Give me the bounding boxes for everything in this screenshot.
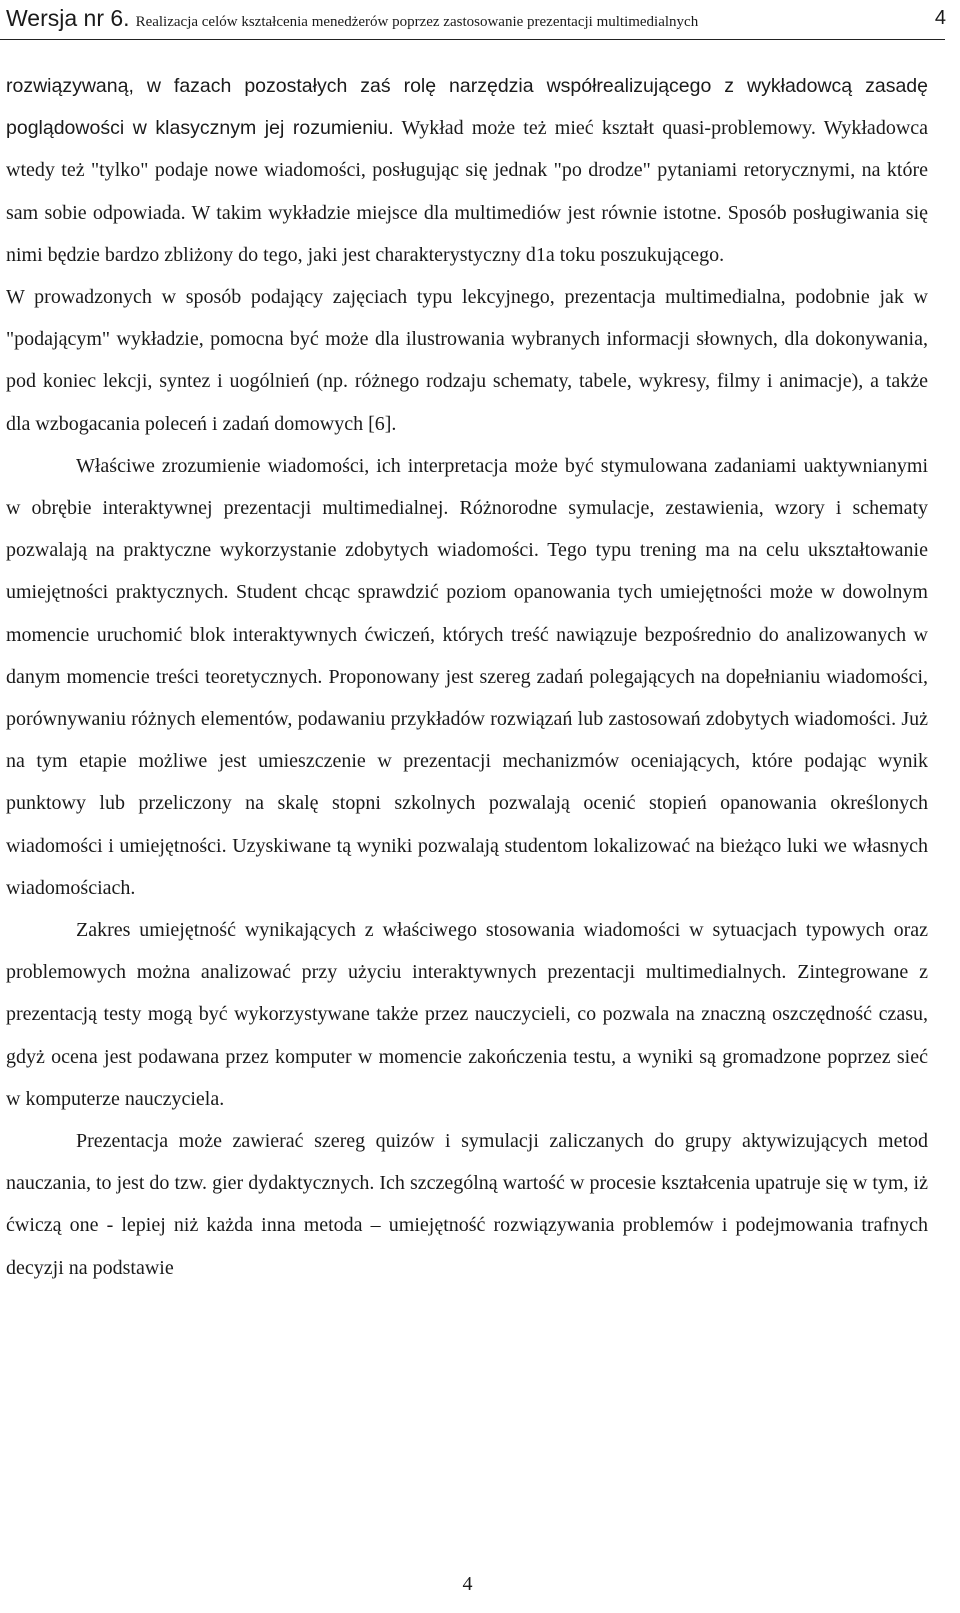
paragraph: Zakres umiejętność wynikających z właściwego stosowania wiadomości w sytuacjach typowych oraz problemowych można analizować przy użyciu interaktywnych prezentacji multimedialnych. Zintegrowane z prezentacją testy mogą być wykorzystywane także przez nauczycieli, co pozwala na znaczną oszczędność czasu, gdyż ocena jest podawana przez komputer w momencie zakończenia testu, a wyniki są gromadzone poprzez sieć w komputerze nauczyciela. (6, 919, 928, 1110)
header-version-label: Wersja nr 6. (6, 5, 130, 31)
header-title (6, 3, 698, 37)
page-header (0, 0, 960, 50)
header-page-number: 4 (934, 7, 946, 29)
paragraph: Prezentacja może zawierać szereg quizów i symulacji zaliczanych do grupy aktywizujących metod nauczania, to jest do tzw. gier dydaktycznych. Ich szczególną wartość w procesie kształcenia upatruje się w tym, iż ćwiczą one - lepiej niż każda inna metoda – umiejętność rozwiązywania problemów i podejmowania trafnych decyzji na podstawie (6, 1130, 928, 1279)
paragraph-text: Wykład może też mieć kształt quasi-problemowy. Wykładowca wtedy też "tylko" podaje nowe wiadomości, posługując się jednak "po drodze" pytaniami retorycznymi, na które sam sobie odpowiada. W takim wykładzie miejsce dla multimediów jest równie istotne. Sposób posługiwania się nimi będzie bardzo zbliżony do tego, jaki jest charakterystyczny d1a toku poszukującego. (6, 117, 929, 266)
paragraph: W prowadzonych w sposób podający zajęciach typu lekcyjnego, prezentacja multimedialna, podobnie jak w "podającym" wykładzie, pomocna być może dla ilustrowania wybranych informacji słownych, dla dokonywania, pod koniec lekcji, syntez i uogólnień (np. różnego rodzaju schematy, tabele, wykresy, filmy i animacje), a także dla wzbogacania poleceń i zadań domowych [6]. (6, 286, 928, 435)
paragraph: Właściwe zrozumienie wiadomości, ich interpretacja może być stymulowana zadaniami uaktywnianymi w obrębie interaktywnej prezentacji multimedialnej. Różnorodne symulacje, zestawienia, wzory i schematy pozwalają na praktyczne wykorzystanie zdobytych wiadomości. Tego typu trening ma na celu ukształtowanie umiejętności praktycznych. Student chcąc sprawdzić poziom opanowania tych umiejętności może w dowolnym momencie uruchomić blok interaktywnych ćwiczeń, których treść nawiązuje bezpośrednio do analizowanych w danym momencie treści teoretycznych. Proponowany jest szereg zadań polegających na dopełnianiu wiadomości, porównywaniu różnych elementów, podawaniu przykładów rozwiązań lub zastosowań zdobytych wiadomości. Już na tym etapie możliwe jest umieszczenie w prezentacji mechanizmów oceniających, które podając wynik punktowy lub przeliczony na skalę stopni szkolnych pozwalają ocenić stopień opanowania określonych wiadomości i umiejętności. Uzyskiwane tą wyniki pozwalają studentom lokalizować na bieżąco luki we własnych wiadomościach. (6, 454, 928, 899)
document-body (6, 65, 928, 1289)
paragraph (6, 65, 928, 276)
header-document-title: Realizacja celów kształcenia menedżerów poprzez zastosowanie prezentacji multimedialnych (135, 14, 699, 30)
paragraph-text-continued: rozwiązywaną, w fazach pozostałych zaś rolę narzędzia współrealizującego z wykładowcą zasadę poglądowości w klasycznym jej rozumieniu. (6, 75, 928, 140)
header-divider (0, 39, 945, 40)
footer-page-number: 4 (462, 1573, 473, 1595)
